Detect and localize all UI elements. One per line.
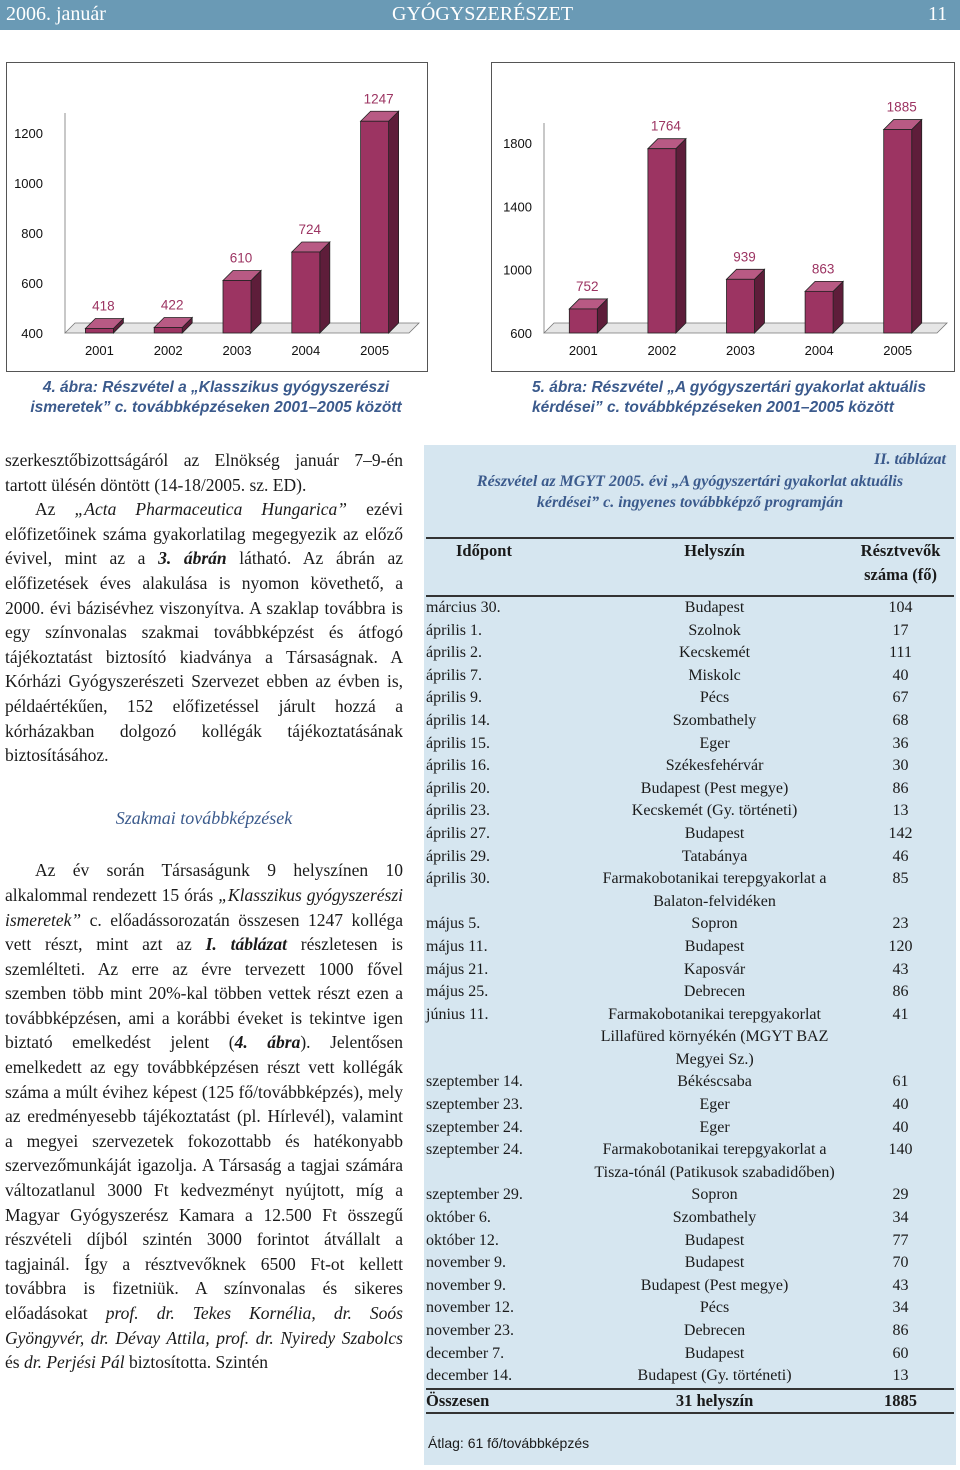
cell-participants: 140: [888, 1141, 913, 1159]
cell-date: szeptember 14.: [426, 1073, 523, 1091]
text: ). Jelentősen emelkedett az egy továbbképzésen részt vett kollégák száma a múlt évihez képest (125 fő/továbbképzés), mely az eredményesebb tájékoztatást (pl. Hírlevél), valamint a megyei szervezetek fokozottabb és hatékonyabb szervezőmunkáját igazolja. A Társaság a tagjai számára változatlanul 3000 Ft kedvezményt nyújtott, míg a Magyar Gyógyszerész Kamara a 12.500 Ft összegű részvételi díjból szintén 3000 forintot átvállalt a tagjainál. Így a résztvevőknek 6500 Ft-ot kellett továbbra is fizetniük. A színvonalas és sikeres előadásokat: [5, 1032, 403, 1323]
table-row: [426, 1275, 954, 1298]
text: szerkesztőbizottságáról az Elnökség január 7–9-én tartott ülésén döntött (14-18/2005. sz. ED).: [5, 450, 403, 495]
cell-location: Budapest: [684, 599, 745, 616]
bar: [805, 291, 833, 333]
cell-participants: 40: [892, 666, 909, 684]
cell-participants: 34: [892, 1209, 909, 1227]
table-row: [426, 1320, 954, 1343]
data-label: 1247: [363, 91, 394, 107]
y-tick-label: 1000: [503, 262, 532, 278]
data-label: 610: [229, 250, 253, 266]
cell-participants: 70: [892, 1254, 909, 1272]
data-label: 863: [811, 261, 835, 277]
cell-participants: 86: [892, 779, 909, 797]
bar-side: [676, 139, 686, 333]
y-tick-label: 400: [21, 326, 43, 341]
x-tick-label: 2004: [291, 343, 321, 358]
cell-location: Kecskemét: [679, 644, 751, 662]
cell-date: április 14.: [426, 711, 490, 729]
text: ezévi előfizetőinek száma gyakorlatilag megegyezik az előző évivel, mint az a: [5, 499, 404, 569]
cell-participants: 86: [892, 983, 909, 1001]
cell-participants: 13: [892, 802, 909, 820]
table-row: [426, 936, 954, 959]
text: Az év során Társaságunk 9 helyszínen 10 alkalommal rendezett 15 órás: [5, 860, 403, 905]
journal-title: „Acta Pharmaceutica Hungarica”: [74, 499, 347, 520]
x-tick-label: 2004: [804, 343, 834, 358]
cell-location: Debrecen: [683, 1322, 746, 1339]
cell-participants: 142: [888, 824, 913, 842]
cell-date: április 2.: [426, 644, 482, 662]
cell-date: május 11.: [426, 937, 488, 955]
cell-participants: 36: [892, 734, 909, 752]
caption-line: ismeretek” c. továbbképzéseken 2001–2005 között: [30, 399, 402, 416]
cell-location: Szombathely: [672, 711, 757, 729]
cell-participants: 43: [892, 1276, 909, 1294]
cell-location: Pécs: [699, 1299, 730, 1317]
cell-date: április 29.: [426, 847, 490, 865]
table-row: [426, 1252, 954, 1275]
table-row: [426, 1117, 954, 1140]
cell-location: Tatabánya: [681, 847, 748, 865]
table-body: [426, 596, 954, 1389]
text: részletesen is szemlélteti. Az erre az évre tervezett 1000 fővel szemben több mint 20%-kal többen vettek részt ezen a továbbképzésen, ami a korábbi éveket is tekintve igen biztató emelkedést jelent (: [5, 934, 403, 1053]
bar: [223, 281, 251, 334]
text: biztosította. Szintén: [124, 1352, 268, 1373]
caption-line: 5. ábra: Részvétel „A gyógyszertári gyakorlat aktuális: [532, 379, 926, 396]
table-row: [426, 959, 954, 982]
table-row: [426, 981, 954, 1004]
cell-date: április 15.: [426, 734, 490, 752]
table-row: [426, 846, 954, 869]
x-tick-label: 2002: [647, 343, 677, 358]
table-row: [426, 778, 954, 801]
data-label: 422: [160, 297, 184, 313]
cell-location: Budapest (Gy. történeti): [637, 1367, 792, 1385]
bar-side: [755, 269, 765, 333]
cell-location: Farmakobotanikai terepgyakorlat Lillafüred környékén (MGYT BAZ Megyei Sz.): [600, 1005, 829, 1068]
cell-date: november 12.: [426, 1299, 514, 1317]
total-locations: 31 helyszín: [582, 1389, 847, 1414]
cell-date: április 9.: [426, 689, 482, 707]
cell-location: Székesfehérvár: [665, 757, 764, 775]
table-row: [426, 1343, 954, 1366]
table-row: [426, 642, 954, 665]
cell-participants: 43: [892, 960, 909, 978]
y-tick-label: 800: [21, 226, 43, 241]
journal-name: GYÓGYSZERÉSZET: [392, 3, 574, 25]
running-header: [0, 0, 960, 30]
cell-date: június 11.: [426, 1005, 489, 1023]
cell-date: március 30.: [426, 599, 501, 616]
speaker-names: prof. dr. Tekes Kornélia, dr. Soós Gyöngyvér, dr. Dévay Attila, prof. dr. Nyiredy Szabolcs: [5, 1303, 403, 1348]
table-row: [426, 687, 954, 710]
table-header-row: [426, 538, 954, 596]
issue-date: 2006. január: [6, 3, 106, 25]
cell-location: Eger: [699, 1118, 730, 1136]
cell-participants: 34: [892, 1299, 909, 1317]
cell-date: április 30.: [426, 870, 490, 888]
cell-date: november 23.: [426, 1322, 514, 1339]
bar-side: [320, 242, 330, 333]
bar-side: [251, 271, 261, 334]
course-title: „Klasszikus gyógyszerészi ismeretek”: [5, 884, 404, 930]
cell-date: május 25.: [426, 983, 489, 1001]
table-panel: [424, 445, 956, 1465]
cell-location: Budapest (Pest megye): [640, 1276, 789, 1294]
cell-location: Budapest (Pest megye): [640, 779, 789, 797]
y-tick-label: 1800: [503, 136, 532, 151]
y-tick-label: 600: [21, 276, 43, 291]
cell-location: Szombathely: [672, 1209, 757, 1227]
paragraph: [5, 858, 403, 1374]
cell-location: Budapest: [684, 1344, 745, 1362]
chart-4-svg: [7, 63, 427, 371]
cell-date: szeptember 24.: [426, 1118, 523, 1136]
text: c. előadássorozatán összesen 1247 kolléga vett részt, mint azt az: [5, 909, 403, 955]
cell-location: Miskolc: [688, 666, 741, 684]
cell-participants: 85: [892, 870, 909, 888]
cell-date: október 12.: [426, 1231, 499, 1249]
x-tick-label: 2002: [153, 343, 183, 358]
cell-participants: 46: [892, 847, 909, 865]
table-row: [426, 1365, 954, 1389]
x-tick-label: 2001: [84, 343, 114, 358]
cell-participants: 60: [892, 1344, 909, 1362]
cell-participants: 40: [892, 1096, 909, 1114]
text: és: [5, 1352, 24, 1373]
x-tick-label: 2003: [726, 343, 755, 358]
data-label: 1885: [886, 99, 917, 115]
data-label: 1764: [650, 118, 681, 134]
total-row: [426, 1389, 954, 1414]
data-label: 939: [733, 249, 756, 265]
col-participants-header: Résztvevők száma (fő): [847, 538, 954, 596]
cell-date: szeptember 24.: [426, 1141, 523, 1159]
cell-location: Sopron: [691, 1186, 738, 1204]
table-note: Átlag: 61 fő/továbbképzés: [428, 1435, 590, 1451]
bar: [648, 149, 676, 333]
col-date-header: Időpont: [426, 538, 582, 596]
table-row: [426, 620, 954, 643]
cell-date: május 5.: [426, 915, 481, 933]
chart-5-caption: [532, 378, 952, 418]
table-row: [426, 665, 954, 688]
table-title: [424, 471, 956, 513]
cell-location: Debrecen: [683, 983, 746, 1001]
y-tick-label: 1200: [14, 126, 43, 141]
data-label: 418: [92, 298, 115, 314]
bar-side: [912, 120, 922, 333]
chart-5-svg: [492, 63, 954, 371]
cell-participants: 111: [889, 644, 912, 662]
total-label: Összesen: [426, 1389, 582, 1414]
cell-participants: 40: [892, 1118, 909, 1136]
title-line: Részvétel az MGYT 2005. évi „A gyógyszertári gyakorlat aktuális: [476, 473, 904, 490]
table-row: [426, 710, 954, 733]
cell-participants: 13: [892, 1367, 909, 1385]
cell-participants: 17: [892, 621, 909, 639]
table-row: [426, 913, 954, 936]
y-tick-label: 600: [510, 326, 532, 341]
figure-ref: 4. ábra: [234, 1032, 301, 1053]
cell-participants: 23: [892, 915, 909, 933]
cell-date: május 21.: [426, 960, 489, 978]
table-row: [426, 1297, 954, 1320]
cell-date: szeptember 23.: [426, 1096, 523, 1114]
cell-date: április 1.: [426, 621, 482, 639]
cell-location: Budapest: [684, 824, 745, 842]
paragraph: [5, 448, 403, 497]
body-text: [5, 448, 403, 1375]
chart-4: [6, 62, 428, 372]
participation-table: [426, 537, 954, 1414]
bar: [727, 279, 755, 333]
table-ref: I. táblázat: [205, 934, 287, 955]
cell-location: Budapest: [684, 937, 745, 955]
total-participants: 1885: [847, 1389, 954, 1414]
cell-date: december 14.: [426, 1367, 513, 1385]
cell-participants: 86: [892, 1322, 909, 1339]
bar: [154, 328, 182, 334]
text: Az: [35, 499, 75, 520]
x-tick-label: 2005: [883, 343, 913, 358]
cell-location: Kecskemét (Gy. történeti): [631, 802, 798, 820]
cell-date: november 9.: [426, 1254, 506, 1272]
x-tick-label: 2001: [568, 343, 598, 358]
table-row: [426, 1184, 954, 1207]
bar: [292, 252, 320, 333]
data-label: 724: [298, 222, 322, 237]
page-number: 11: [928, 3, 948, 25]
x-tick-label: 2003: [222, 343, 252, 358]
table-row: [426, 800, 954, 823]
bar: [85, 329, 113, 334]
caption-line: 4. ábra: Részvétel a „Klasszikus gyógyszerészi: [42, 379, 390, 396]
cell-location: Eger: [699, 734, 730, 752]
cell-location: Farmakobotanikai terepgyakorlat a Balaton-felvidéken: [602, 870, 827, 910]
cell-date: április 7.: [426, 666, 482, 684]
bar: [361, 121, 389, 333]
caption-line: kérdései” c. továbbképzéseken 2001–2005 között: [532, 399, 894, 416]
table-row: [426, 755, 954, 778]
cell-location: Budapest: [684, 1231, 745, 1249]
table-row: [426, 868, 954, 913]
cell-date: április 16.: [426, 757, 490, 775]
y-tick-label: 1400: [503, 199, 532, 215]
table-row: [426, 1094, 954, 1117]
y-tick-label: 1000: [14, 176, 43, 191]
table-row: [426, 1071, 954, 1094]
bar-side: [389, 111, 399, 333]
cell-participants: 104: [888, 599, 913, 616]
table-row: [426, 1230, 954, 1253]
cell-participants: 77: [892, 1231, 909, 1249]
cell-date: november 9.: [426, 1276, 506, 1294]
text: látható. Az ábrán az előfizetések éves alakulása is nyomon követhető, a 2000. évi bázisévhez viszonyítva. A szaklap továbbra is egy színvonalas szakmai továbbképzést és átfogó tájékoztatást biztosító kiadványa a Társaságnak. A Kórházi Gyógyszerészeti Szervezet ebben az évben is, példaértékűen, 152 előfizetéssel járult hozzá a kórházakban dolgozó kollégák tájékoztatásának biztosításához.: [5, 548, 403, 766]
cell-participants: 67: [892, 689, 909, 707]
col-location-header: Helyszín: [582, 538, 847, 596]
cell-location: Szolnok: [688, 621, 741, 639]
table-row: [426, 1207, 954, 1230]
cell-participants: 41: [892, 1005, 909, 1023]
cell-date: december 7.: [426, 1344, 505, 1362]
cell-location: Eger: [699, 1096, 730, 1114]
table-row: [426, 1139, 954, 1184]
cell-participants: 120: [888, 937, 913, 955]
cell-location: Kaposvár: [683, 960, 746, 978]
speaker-name: dr. Perjési Pál: [23, 1352, 125, 1373]
table-row: [426, 1004, 954, 1072]
cell-participants: 29: [892, 1186, 909, 1204]
table-number: II. táblázat: [873, 451, 946, 468]
cell-date: április 27.: [426, 824, 490, 842]
cell-date: április 23.: [426, 802, 490, 820]
x-tick-label: 2005: [360, 343, 390, 358]
figure-ref: 3. ábrán: [158, 548, 227, 569]
paragraph: [5, 497, 403, 768]
table-row: [426, 733, 954, 756]
cell-location: Sopron: [691, 915, 738, 933]
bar: [884, 130, 912, 333]
cell-location: Békéscsaba: [677, 1073, 752, 1091]
cell-location: Farmakobotanikai terepgyakorlat a Tisza-tónál (Patikusok szabadidőben): [594, 1141, 835, 1181]
cell-date: szeptember 29.: [426, 1186, 523, 1204]
cell-location: Budapest: [684, 1254, 745, 1272]
cell-participants: 61: [892, 1073, 909, 1091]
title-line: kérdései” c. ingyenes továbbképző programján: [536, 494, 844, 511]
section-heading: Szakmai továbbképzések: [115, 807, 293, 828]
chart-4-caption: [6, 378, 426, 418]
bar: [569, 309, 597, 333]
cell-date: október 6.: [426, 1209, 491, 1227]
cell-participants: 30: [892, 757, 909, 775]
cell-date: április 20.: [426, 779, 490, 797]
table-row: [426, 596, 954, 620]
cell-location: Pécs: [699, 689, 730, 707]
table-row: [426, 823, 954, 846]
cell-participants: 68: [892, 711, 909, 729]
chart-5: [491, 62, 955, 372]
data-label: 752: [576, 278, 599, 294]
